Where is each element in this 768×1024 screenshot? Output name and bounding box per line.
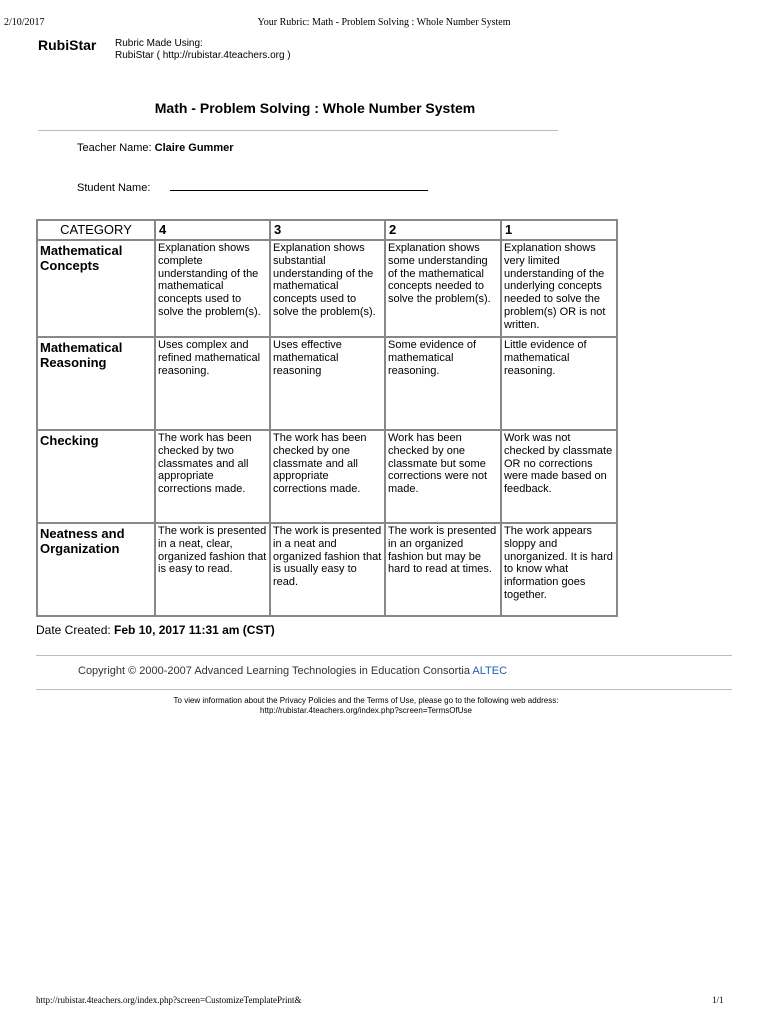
print-page-title: Your Rubric: Math - Problem Solving : Whole Number System: [257, 17, 511, 28]
footer-divider-top: [36, 655, 732, 656]
student-name-label: Student Name:: [77, 182, 151, 194]
teacher-name-row: [77, 142, 234, 154]
made-using-line1: Rubric Made Using:: [115, 38, 203, 49]
criteria-cell-4: Explanation shows complete understanding of the mathematical concepts used to solve the problem(s).: [155, 240, 270, 337]
privacy-notice: [36, 696, 696, 716]
criteria-cell-1: Little evidence of mathematical reasoning.: [501, 337, 617, 430]
criteria-cell-1: Explanation shows very limited understanding of the underlying concepts needed to solve the problem(s) OR is not written.: [501, 240, 617, 337]
rubric-header-row: [37, 220, 617, 240]
teacher-name-value: Claire Gummer: [154, 142, 234, 154]
criteria-cell-3: Explanation shows substantial understanding of the mathematical concepts used to solve the problem(s).: [270, 240, 385, 337]
category-cell: Mathematical Reasoning: [37, 337, 155, 430]
print-date: 2/10/2017: [4, 17, 45, 28]
rubric-title: Math - Problem Solving : Whole Number System: [154, 100, 476, 116]
category-cell: Neatness and Organization: [37, 523, 155, 616]
category-cell: Mathematical Concepts: [37, 240, 155, 337]
criteria-cell-1: Work was not checked by classmate OR no corrections were made based on feedback.: [501, 430, 617, 523]
copyright-notice: [78, 665, 507, 677]
footer-divider-bottom: [36, 689, 732, 690]
made-using-note: [115, 38, 291, 62]
header-score-2: 2: [385, 220, 501, 240]
privacy-text: To view information about the Privacy Policies and the Terms of Use, please go to the following web address:: [173, 696, 559, 705]
criteria-cell-4: The work has been checked by two classmates and all appropriate corrections made.: [155, 430, 270, 523]
header-score-4: 4: [155, 220, 270, 240]
criteria-cell-2: Explanation shows some understanding of the mathematical concepts needed to solve the problem(s).: [385, 240, 501, 337]
criteria-cell-2: Work has been checked by one classmate but some corrections were not made.: [385, 430, 501, 523]
rubric-table: [36, 219, 618, 617]
criteria-cell-2: The work is presented in an organized fashion but may be hard to read at times.: [385, 523, 501, 616]
rubric-row-checking: [37, 430, 617, 523]
category-cell: Checking: [37, 430, 155, 523]
criteria-cell-3: The work is presented in a neat and organized fashion that is usually easy to read.: [270, 523, 385, 616]
rubistar-logo: RubiStar: [38, 37, 97, 53]
made-using-line2: RubiStar ( http://rubistar.4teachers.org ): [115, 50, 291, 61]
header-score-1: 1: [501, 220, 617, 240]
student-name-blank: [170, 180, 428, 191]
criteria-cell-3: The work has been checked by one classmate and all appropriate corrections made.: [270, 430, 385, 523]
criteria-cell-4: Uses complex and refined mathematical reasoning.: [155, 337, 270, 430]
print-page-number: 1/1: [712, 995, 724, 1005]
header-score-3: 3: [270, 220, 385, 240]
rubric-row-mathematical-concepts: [37, 240, 617, 337]
header-category: CATEGORY: [37, 220, 155, 240]
rubric-row-neatness-and-organization: [37, 523, 617, 616]
student-name-row: [77, 180, 428, 194]
rubric-row-mathematical-reasoning: [37, 337, 617, 430]
date-created-label: Date Created:: [36, 623, 115, 637]
criteria-cell-4: The work is presented in a neat, clear, organized fashion that is easy to read.: [155, 523, 270, 616]
criteria-cell-1: The work appears sloppy and unorganized. It is hard to know what information goes together.: [501, 523, 617, 616]
date-created-row: [36, 623, 275, 637]
altec-link[interactable]: ALTEC: [472, 665, 508, 677]
criteria-cell-3: Uses effective mathematical reasoning: [270, 337, 385, 430]
date-created-value: Feb 10, 2017 11:31 am (CST): [114, 623, 275, 637]
terms-of-use-link[interactable]: http://rubistar.4teachers.org/index.php?screen=TermsOfUse: [260, 706, 472, 715]
print-footer-url: http://rubistar.4teachers.org/index.php?screen=CustomizeTemplatePrint&: [36, 995, 302, 1005]
title-divider: [38, 130, 558, 131]
copyright-text: Copyright © 2000-2007 Advanced Learning Technologies in Education Consortia: [78, 665, 473, 677]
teacher-name-label: Teacher Name:: [77, 142, 155, 154]
criteria-cell-2: Some evidence of mathematical reasoning.: [385, 337, 501, 430]
